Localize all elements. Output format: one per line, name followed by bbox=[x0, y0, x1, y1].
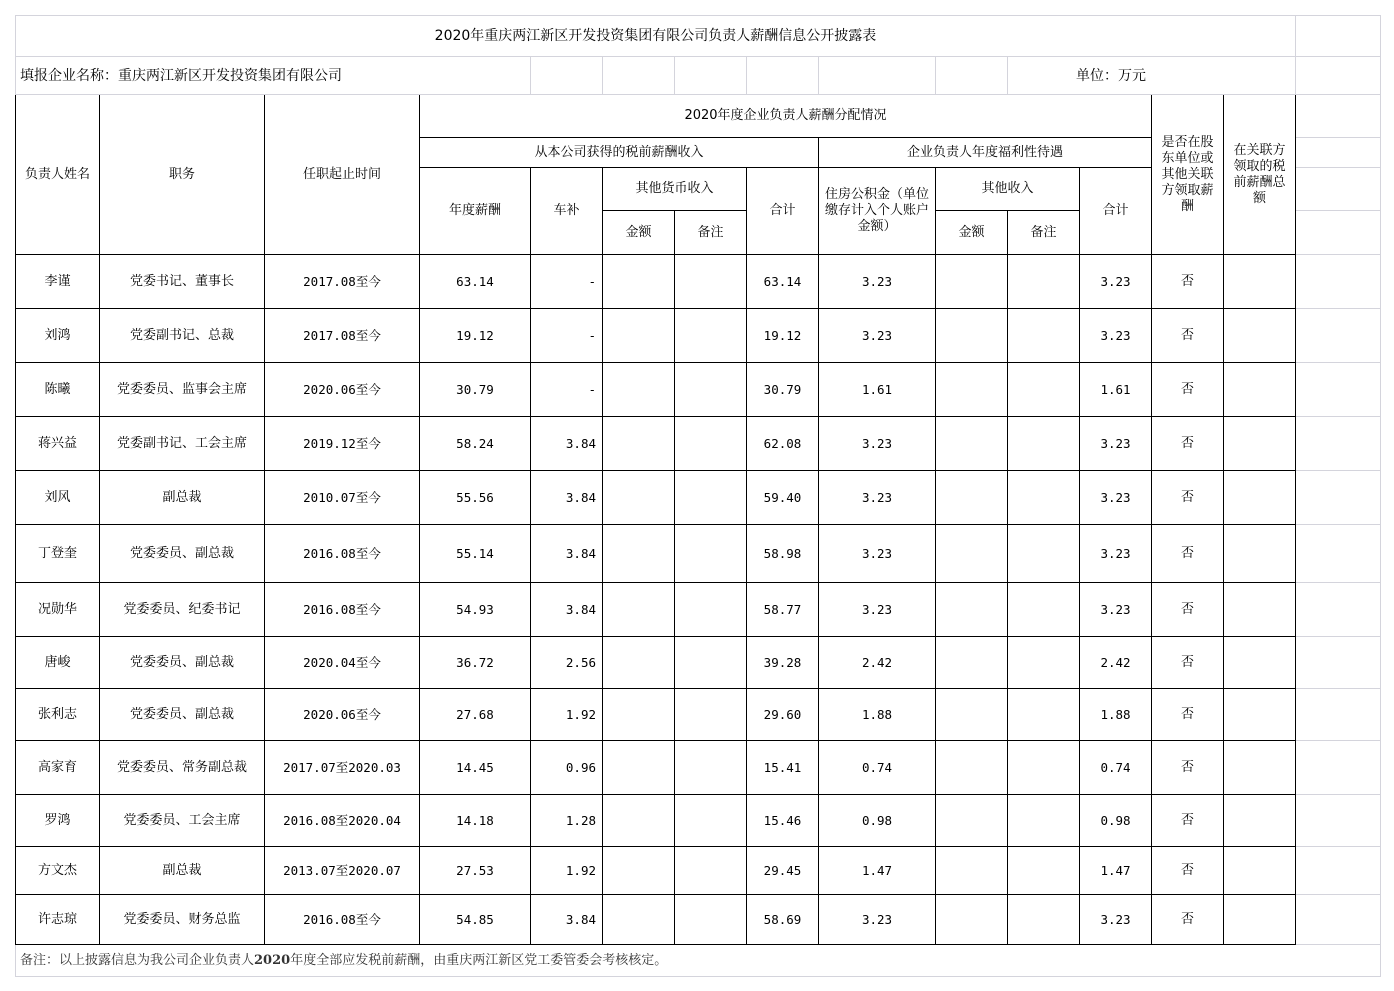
cell-shareholder: 否 bbox=[1152, 255, 1224, 309]
cell-name: 张利志 bbox=[16, 689, 100, 741]
cell-empty bbox=[603, 583, 675, 637]
cell-name: 况勋华 bbox=[16, 583, 100, 637]
cell-empty bbox=[1008, 309, 1080, 363]
cell-total2: 1.88 bbox=[1080, 689, 1152, 741]
grid-cell bbox=[1296, 255, 1381, 309]
cell-name: 方文杰 bbox=[16, 847, 100, 895]
cell-car: 1.28 bbox=[531, 795, 603, 847]
cell-car: - bbox=[531, 255, 603, 309]
cell-empty bbox=[675, 741, 747, 795]
cell-empty bbox=[675, 795, 747, 847]
cell-shareholder: 否 bbox=[1152, 795, 1224, 847]
cell-empty bbox=[1224, 795, 1296, 847]
header-distribution: 2020年度企业负责人薪酬分配情况 bbox=[420, 95, 1152, 138]
cell-name: 唐峻 bbox=[16, 637, 100, 689]
cell-empty bbox=[1008, 583, 1080, 637]
cell-tenure: 2017.08至今 bbox=[265, 255, 420, 309]
cell-shareholder: 否 bbox=[1152, 637, 1224, 689]
unit-text: 单位：万元 bbox=[1076, 67, 1146, 84]
grid-cell bbox=[1296, 583, 1381, 637]
cell-name: 高家育 bbox=[16, 741, 100, 795]
cell-salary: 14.18 bbox=[420, 795, 531, 847]
cell-tenure: 2020.04至今 bbox=[265, 637, 420, 689]
header-car: 车补 bbox=[531, 168, 603, 255]
cell-shareholder: 否 bbox=[1152, 741, 1224, 795]
cell-name: 许志琼 bbox=[16, 895, 100, 945]
header-annual-salary: 年度薪酬 bbox=[420, 168, 531, 255]
header-name: 负责人姓名 bbox=[16, 95, 100, 255]
cell-empty bbox=[603, 471, 675, 525]
table-row bbox=[16, 689, 1381, 741]
cell-position: 党委书记、董事长 bbox=[100, 255, 265, 309]
cell-empty bbox=[603, 525, 675, 583]
cell-total1: 15.46 bbox=[747, 795, 819, 847]
cell-name: 刘风 bbox=[16, 471, 100, 525]
cell-salary: 19.12 bbox=[420, 309, 531, 363]
footnote-prefix: 备注：以上披露信息为我公司企业负责人 bbox=[20, 952, 255, 968]
cell-position: 党委委员、监事会主席 bbox=[100, 363, 265, 417]
cell-total2: 3.23 bbox=[1080, 417, 1152, 471]
cell-total2: 1.47 bbox=[1080, 847, 1152, 895]
cell-empty bbox=[1224, 689, 1296, 741]
cell-empty bbox=[1224, 637, 1296, 689]
cell-name: 蒋兴益 bbox=[16, 417, 100, 471]
cell-empty bbox=[1008, 689, 1080, 741]
cell-empty bbox=[603, 847, 675, 895]
grid-cell bbox=[1296, 417, 1381, 471]
header-housing-fund: 住房公积金（单位缴存计入个人账户金额） bbox=[819, 168, 936, 255]
cell-position: 党委委员、副总裁 bbox=[100, 637, 265, 689]
header-tenure: 任职起止时间 bbox=[265, 95, 420, 255]
header-amount-2: 金额 bbox=[936, 211, 1008, 255]
cell-tenure: 2017.08至今 bbox=[265, 309, 420, 363]
cell-empty bbox=[1008, 847, 1080, 895]
cell-tenure: 2016.08至2020.04 bbox=[265, 795, 420, 847]
cell-total1: 62.08 bbox=[747, 417, 819, 471]
cell-shareholder: 否 bbox=[1152, 417, 1224, 471]
cell-total1: 63.14 bbox=[747, 255, 819, 309]
header-welfare: 企业负责人年度福利性待遇 bbox=[819, 138, 1152, 168]
cell-total1: 58.98 bbox=[747, 525, 819, 583]
cell-empty bbox=[1008, 255, 1080, 309]
cell-shareholder: 否 bbox=[1152, 471, 1224, 525]
cell-total2: 3.23 bbox=[1080, 255, 1152, 309]
cell-shareholder: 否 bbox=[1152, 363, 1224, 417]
footnote-suffix: 年度全部应发税前薪酬，由重庆两江新区党工委管委会考核核定。 bbox=[290, 952, 668, 968]
cell-position: 党委委员、工会主席 bbox=[100, 795, 265, 847]
cell-car: 1.92 bbox=[531, 689, 603, 741]
grid-cell bbox=[1296, 637, 1381, 689]
cell-total2: 0.74 bbox=[1080, 741, 1152, 795]
cell-salary: 27.68 bbox=[420, 689, 531, 741]
cell-housing: 1.61 bbox=[819, 363, 936, 417]
cell-empty bbox=[603, 895, 675, 945]
cell-shareholder: 否 bbox=[1152, 583, 1224, 637]
cell-empty bbox=[603, 637, 675, 689]
cell-car: 1.92 bbox=[531, 847, 603, 895]
cell-total2: 1.61 bbox=[1080, 363, 1152, 417]
cell-empty bbox=[603, 255, 675, 309]
cell-housing: 3.23 bbox=[819, 471, 936, 525]
cell-salary: 55.14 bbox=[420, 525, 531, 583]
cell-total2: 2.42 bbox=[1080, 637, 1152, 689]
cell-salary: 30.79 bbox=[420, 363, 531, 417]
salary-disclosure-table bbox=[15, 15, 1381, 977]
cell-empty bbox=[603, 309, 675, 363]
cell-total1: 29.60 bbox=[747, 689, 819, 741]
cell-shareholder: 否 bbox=[1152, 309, 1224, 363]
cell-empty bbox=[675, 417, 747, 471]
table-row bbox=[16, 583, 1381, 637]
footnote bbox=[16, 945, 1381, 977]
cell-empty bbox=[675, 583, 747, 637]
cell-total2: 3.23 bbox=[1080, 309, 1152, 363]
cell-position: 党委委员、副总裁 bbox=[100, 689, 265, 741]
cell-empty bbox=[1008, 471, 1080, 525]
cell-empty bbox=[936, 525, 1008, 583]
cell-housing: 0.98 bbox=[819, 795, 936, 847]
cell-car: 2.56 bbox=[531, 637, 603, 689]
cell-tenure: 2017.07至2020.03 bbox=[265, 741, 420, 795]
cell-salary: 58.24 bbox=[420, 417, 531, 471]
cell-name: 丁登奎 bbox=[16, 525, 100, 583]
cell-housing: 1.88 bbox=[819, 689, 936, 741]
cell-total1: 58.77 bbox=[747, 583, 819, 637]
cell-empty bbox=[1224, 417, 1296, 471]
cell-position: 党委委员、副总裁 bbox=[100, 525, 265, 583]
cell-housing: 3.23 bbox=[819, 895, 936, 945]
cell-name: 陈曦 bbox=[16, 363, 100, 417]
cell-empty bbox=[1008, 795, 1080, 847]
cell-car: 3.84 bbox=[531, 525, 603, 583]
table-row bbox=[16, 417, 1381, 471]
cell-empty bbox=[936, 583, 1008, 637]
cell-total2: 3.23 bbox=[1080, 583, 1152, 637]
table-row bbox=[16, 363, 1381, 417]
company-name: 填报企业名称：重庆两江新区开发投资集团有限公司 bbox=[16, 57, 531, 95]
table-row bbox=[16, 795, 1381, 847]
cell-housing: 3.23 bbox=[819, 255, 936, 309]
cell-empty bbox=[1008, 417, 1080, 471]
cell-car: 0.96 bbox=[531, 741, 603, 795]
cell-empty bbox=[936, 795, 1008, 847]
grid-cell bbox=[1296, 741, 1381, 795]
cell-position: 副总裁 bbox=[100, 471, 265, 525]
cell-housing: 3.23 bbox=[819, 583, 936, 637]
cell-salary: 27.53 bbox=[420, 847, 531, 895]
cell-empty bbox=[603, 795, 675, 847]
cell-empty bbox=[675, 309, 747, 363]
cell-empty bbox=[936, 471, 1008, 525]
header-related-total: 在关联方领取的税前薪酬总额 bbox=[1224, 95, 1296, 255]
cell-empty bbox=[1224, 255, 1296, 309]
cell-tenure: 2020.06至今 bbox=[265, 363, 420, 417]
cell-total2: 0.98 bbox=[1080, 795, 1152, 847]
cell-empty bbox=[1008, 637, 1080, 689]
cell-total1: 59.40 bbox=[747, 471, 819, 525]
cell-empty bbox=[936, 689, 1008, 741]
grid-cell bbox=[1296, 525, 1381, 583]
cell-car: 3.84 bbox=[531, 417, 603, 471]
cell-shareholder: 否 bbox=[1152, 847, 1224, 895]
cell-empty bbox=[1224, 895, 1296, 945]
cell-car: 3.84 bbox=[531, 471, 603, 525]
cell-housing: 3.23 bbox=[819, 309, 936, 363]
cell-total1: 19.12 bbox=[747, 309, 819, 363]
cell-empty bbox=[936, 417, 1008, 471]
cell-tenure: 2010.07至今 bbox=[265, 471, 420, 525]
cell-empty bbox=[675, 689, 747, 741]
cell-tenure: 2016.08至今 bbox=[265, 895, 420, 945]
header-other-currency: 其他货币收入 bbox=[603, 168, 747, 211]
cell-salary: 36.72 bbox=[420, 637, 531, 689]
header-total-welfare: 合计 bbox=[1080, 168, 1152, 255]
cell-housing: 2.42 bbox=[819, 637, 936, 689]
cell-empty bbox=[675, 255, 747, 309]
header-total-pretax: 合计 bbox=[747, 168, 819, 255]
cell-empty bbox=[675, 847, 747, 895]
cell-empty bbox=[675, 471, 747, 525]
cell-position: 党委副书记、工会主席 bbox=[100, 417, 265, 471]
footnote-year: 2020 bbox=[254, 952, 291, 968]
cell-empty bbox=[1224, 309, 1296, 363]
cell-total1: 30.79 bbox=[747, 363, 819, 417]
cell-name: 罗鸿 bbox=[16, 795, 100, 847]
cell-shareholder: 否 bbox=[1152, 689, 1224, 741]
cell-tenure: 2020.06至今 bbox=[265, 689, 420, 741]
cell-name: 刘鸿 bbox=[16, 309, 100, 363]
table-row bbox=[16, 255, 1381, 309]
cell-empty bbox=[936, 363, 1008, 417]
table-row bbox=[16, 895, 1381, 945]
cell-total1: 39.28 bbox=[747, 637, 819, 689]
cell-tenure: 2016.08至今 bbox=[265, 583, 420, 637]
header-shareholder-pay: 是否在股东单位或其他关联方领取薪酬 bbox=[1152, 95, 1224, 255]
cell-housing: 3.23 bbox=[819, 417, 936, 471]
cell-empty bbox=[1224, 741, 1296, 795]
cell-salary: 14.45 bbox=[420, 741, 531, 795]
cell-car: - bbox=[531, 309, 603, 363]
cell-salary: 54.85 bbox=[420, 895, 531, 945]
cell-empty bbox=[936, 637, 1008, 689]
header-position: 职务 bbox=[100, 95, 265, 255]
cell-empty bbox=[936, 255, 1008, 309]
grid-cell bbox=[1296, 847, 1381, 895]
cell-empty bbox=[1008, 741, 1080, 795]
cell-empty bbox=[1008, 895, 1080, 945]
table-row bbox=[16, 847, 1381, 895]
cell-tenure: 2016.08至今 bbox=[265, 525, 420, 583]
cell-empty bbox=[1008, 525, 1080, 583]
table-row bbox=[16, 637, 1381, 689]
cell-position: 党委委员、纪委书记 bbox=[100, 583, 265, 637]
cell-position: 党委副书记、总裁 bbox=[100, 309, 265, 363]
cell-empty bbox=[1224, 363, 1296, 417]
header-pretax: 从本公司获得的税前薪酬收入 bbox=[420, 138, 819, 168]
cell-shareholder: 否 bbox=[1152, 895, 1224, 945]
cell-position: 副总裁 bbox=[100, 847, 265, 895]
grid-cell bbox=[1296, 895, 1381, 945]
cell-empty bbox=[936, 895, 1008, 945]
cell-total2: 3.23 bbox=[1080, 525, 1152, 583]
table-row bbox=[16, 309, 1381, 363]
cell-empty bbox=[603, 363, 675, 417]
cell-housing: 0.74 bbox=[819, 741, 936, 795]
cell-salary: 54.93 bbox=[420, 583, 531, 637]
cell-empty bbox=[675, 363, 747, 417]
cell-empty bbox=[675, 525, 747, 583]
cell-empty bbox=[603, 741, 675, 795]
grid-cell bbox=[1296, 471, 1381, 525]
cell-housing: 1.47 bbox=[819, 847, 936, 895]
table-title: 2020年重庆两江新区开发投资集团有限公司负责人薪酬信息公开披露表 bbox=[16, 16, 1296, 57]
grid-cell bbox=[1296, 795, 1381, 847]
header-remark-1: 备注 bbox=[675, 211, 747, 255]
cell-housing: 3.23 bbox=[819, 525, 936, 583]
cell-car: 3.84 bbox=[531, 583, 603, 637]
cell-empty bbox=[1224, 525, 1296, 583]
cell-empty bbox=[1224, 583, 1296, 637]
cell-empty bbox=[675, 637, 747, 689]
grid-cell bbox=[1296, 689, 1381, 741]
cell-empty bbox=[1008, 363, 1080, 417]
cell-shareholder: 否 bbox=[1152, 525, 1224, 583]
cell-position: 党委委员、常务副总裁 bbox=[100, 741, 265, 795]
grid-cell bbox=[1296, 363, 1381, 417]
cell-total1: 29.45 bbox=[747, 847, 819, 895]
cell-name: 李谨 bbox=[16, 255, 100, 309]
cell-empty bbox=[1224, 471, 1296, 525]
cell-total2: 3.23 bbox=[1080, 471, 1152, 525]
cell-salary: 55.56 bbox=[420, 471, 531, 525]
cell-tenure: 2013.07至2020.07 bbox=[265, 847, 420, 895]
cell-empty bbox=[603, 417, 675, 471]
cell-empty bbox=[936, 741, 1008, 795]
cell-car: - bbox=[531, 363, 603, 417]
cell-salary: 63.14 bbox=[420, 255, 531, 309]
table-row bbox=[16, 471, 1381, 525]
cell-position: 党委委员、财务总监 bbox=[100, 895, 265, 945]
cell-total1: 58.69 bbox=[747, 895, 819, 945]
cell-empty bbox=[603, 689, 675, 741]
cell-total2: 3.23 bbox=[1080, 895, 1152, 945]
header-other-income: 其他收入 bbox=[936, 168, 1080, 211]
header-amount-1: 金额 bbox=[603, 211, 675, 255]
cell-empty bbox=[675, 895, 747, 945]
cell-tenure: 2019.12至今 bbox=[265, 417, 420, 471]
cell-total1: 15.41 bbox=[747, 741, 819, 795]
cell-empty bbox=[1224, 847, 1296, 895]
header-remark-2: 备注 bbox=[1008, 211, 1080, 255]
cell-car: 3.84 bbox=[531, 895, 603, 945]
grid-cell bbox=[1296, 309, 1381, 363]
unit-label bbox=[1008, 57, 1296, 95]
table-row bbox=[16, 741, 1381, 795]
table-row bbox=[16, 525, 1381, 583]
cell-empty bbox=[936, 309, 1008, 363]
cell-empty bbox=[936, 847, 1008, 895]
